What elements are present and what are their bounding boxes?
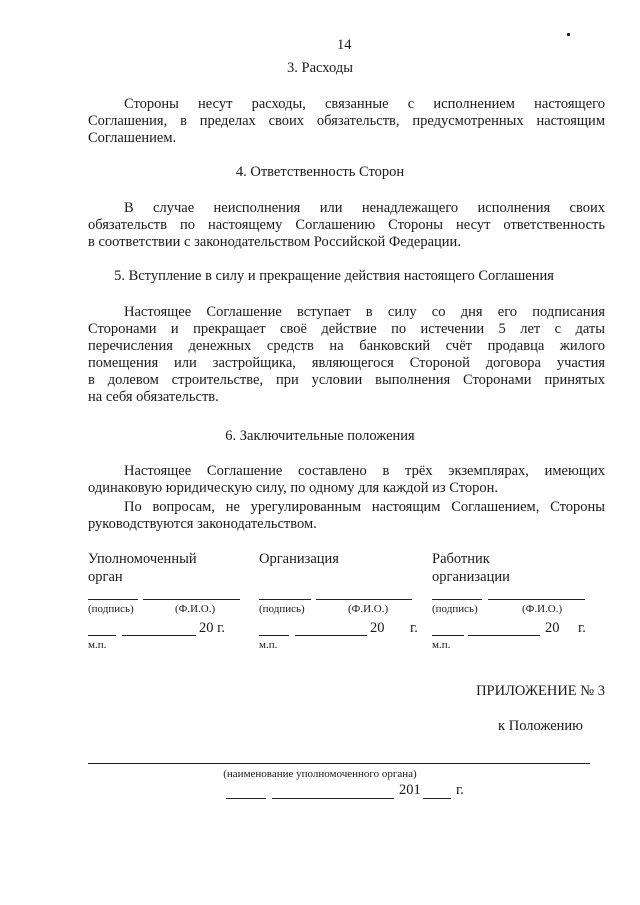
date-day-line [226, 798, 266, 799]
fio-label: (Ф.И.О.) [522, 603, 563, 615]
paragraph-line: обязательств по настоящему Соглашению Стороны несут ответственность [88, 217, 605, 233]
signature-party-organization: Организация [259, 551, 339, 567]
paragraph-line: В случае неисполнения или ненадлежащего исполнения своих [124, 200, 605, 216]
paragraph-line: одинаковую юридическую силу, по одному для каждой из Сторон. [88, 480, 499, 496]
date-year-prefix: 201 [399, 782, 421, 798]
date-year-line [423, 798, 451, 799]
date-year: 20 г. [199, 620, 226, 636]
paragraph-line: Соглашения, в пределах своих обязательств, предусмотренных настоящим [88, 113, 605, 129]
paragraph-line: в соответствии с законодательством Российской Федерации. [88, 234, 461, 250]
date-g: г. [578, 620, 586, 636]
paragraph-line: руководствуются законодательством. [88, 516, 317, 532]
section-heading-entry-into-force: 5. Вступление в силу и прекращение действия настоящего Соглашения [114, 268, 554, 284]
date-day-line [432, 635, 464, 636]
paragraph-line: Соглашением. [88, 130, 177, 146]
signature-party-employee: Работник [432, 551, 490, 567]
fio-line [316, 599, 412, 600]
stamp-label: м.п. [432, 639, 451, 651]
date-month-line [272, 798, 394, 799]
section-heading-final-provisions: 6. Заключительные положения [225, 428, 415, 444]
appendix-subtitle: к Положению [498, 718, 583, 734]
fio-label: (Ф.И.О.) [348, 603, 389, 615]
appendix-title: ПРИЛОЖЕНИЕ № 3 [476, 683, 605, 699]
sign-label: (подпись) [88, 603, 134, 615]
paragraph-line: Стороны несут расходы, связанные с исполнением настоящего [124, 96, 605, 112]
sign-label: (подпись) [432, 603, 478, 615]
date-month-line [122, 635, 196, 636]
section-paragraph-entry-into-force [88, 304, 605, 406]
section-paragraph-liability [88, 200, 605, 251]
section-heading-expenses: 3. Расходы [287, 60, 353, 76]
paragraph-line: в долевом строительстве, при условии выполнения Сторонами принятых [88, 372, 605, 388]
paragraph-line: помещения или застройщика, являющегося Стороной договора участия [88, 355, 605, 371]
date-g: г. [456, 782, 464, 798]
signature-party-employee-line2: организации [432, 569, 510, 585]
date-month-line [295, 635, 367, 636]
date-month-line [468, 635, 540, 636]
date-g: г. [410, 620, 418, 636]
signature-line [88, 599, 138, 600]
stamp-label: м.п. [88, 639, 107, 651]
paragraph-line: По вопросам, не урегулированным настоящим Соглашением, Стороны [124, 499, 605, 515]
date-day-line [259, 635, 289, 636]
page-number: 14 [337, 37, 352, 53]
paragraph-line: на себя обязательств. [88, 389, 219, 405]
date-year: 20 [545, 620, 560, 636]
date-year: 20 [370, 620, 385, 636]
signature-line [259, 599, 311, 600]
fio-label: (Ф.И.О.) [175, 603, 216, 615]
paragraph-line: Настоящее Соглашение вступает в силу со дня его подписания [124, 304, 605, 320]
date-day-line [88, 635, 116, 636]
signature-party-authority-line2: орган [88, 569, 123, 585]
section-paragraph-copies [88, 463, 605, 497]
signature-line [432, 599, 482, 600]
authority-caption: (наименование уполномоченного органа) [223, 768, 417, 780]
sign-label: (подпись) [259, 603, 305, 615]
fio-line [488, 599, 585, 600]
signature-party-authority: Уполномоченный [88, 551, 197, 567]
paragraph-line: Настоящее Соглашение составлено в трёх экземплярах, имеющих [124, 463, 605, 479]
paragraph-line: Сторонами и прекращает своё действие по истечении 5 лет с даты [88, 321, 605, 337]
fio-line [143, 599, 240, 600]
section-heading-liability: 4. Ответственность Сторон [235, 164, 405, 180]
section-paragraph-legislation [88, 499, 605, 533]
authority-name-line [88, 763, 590, 764]
section-paragraph-expenses [88, 96, 605, 147]
stray-mark [567, 33, 570, 36]
stamp-label: м.п. [259, 639, 278, 651]
paragraph-line: перечисления денежных средств на банковский счёт продавца жилого [88, 338, 605, 354]
